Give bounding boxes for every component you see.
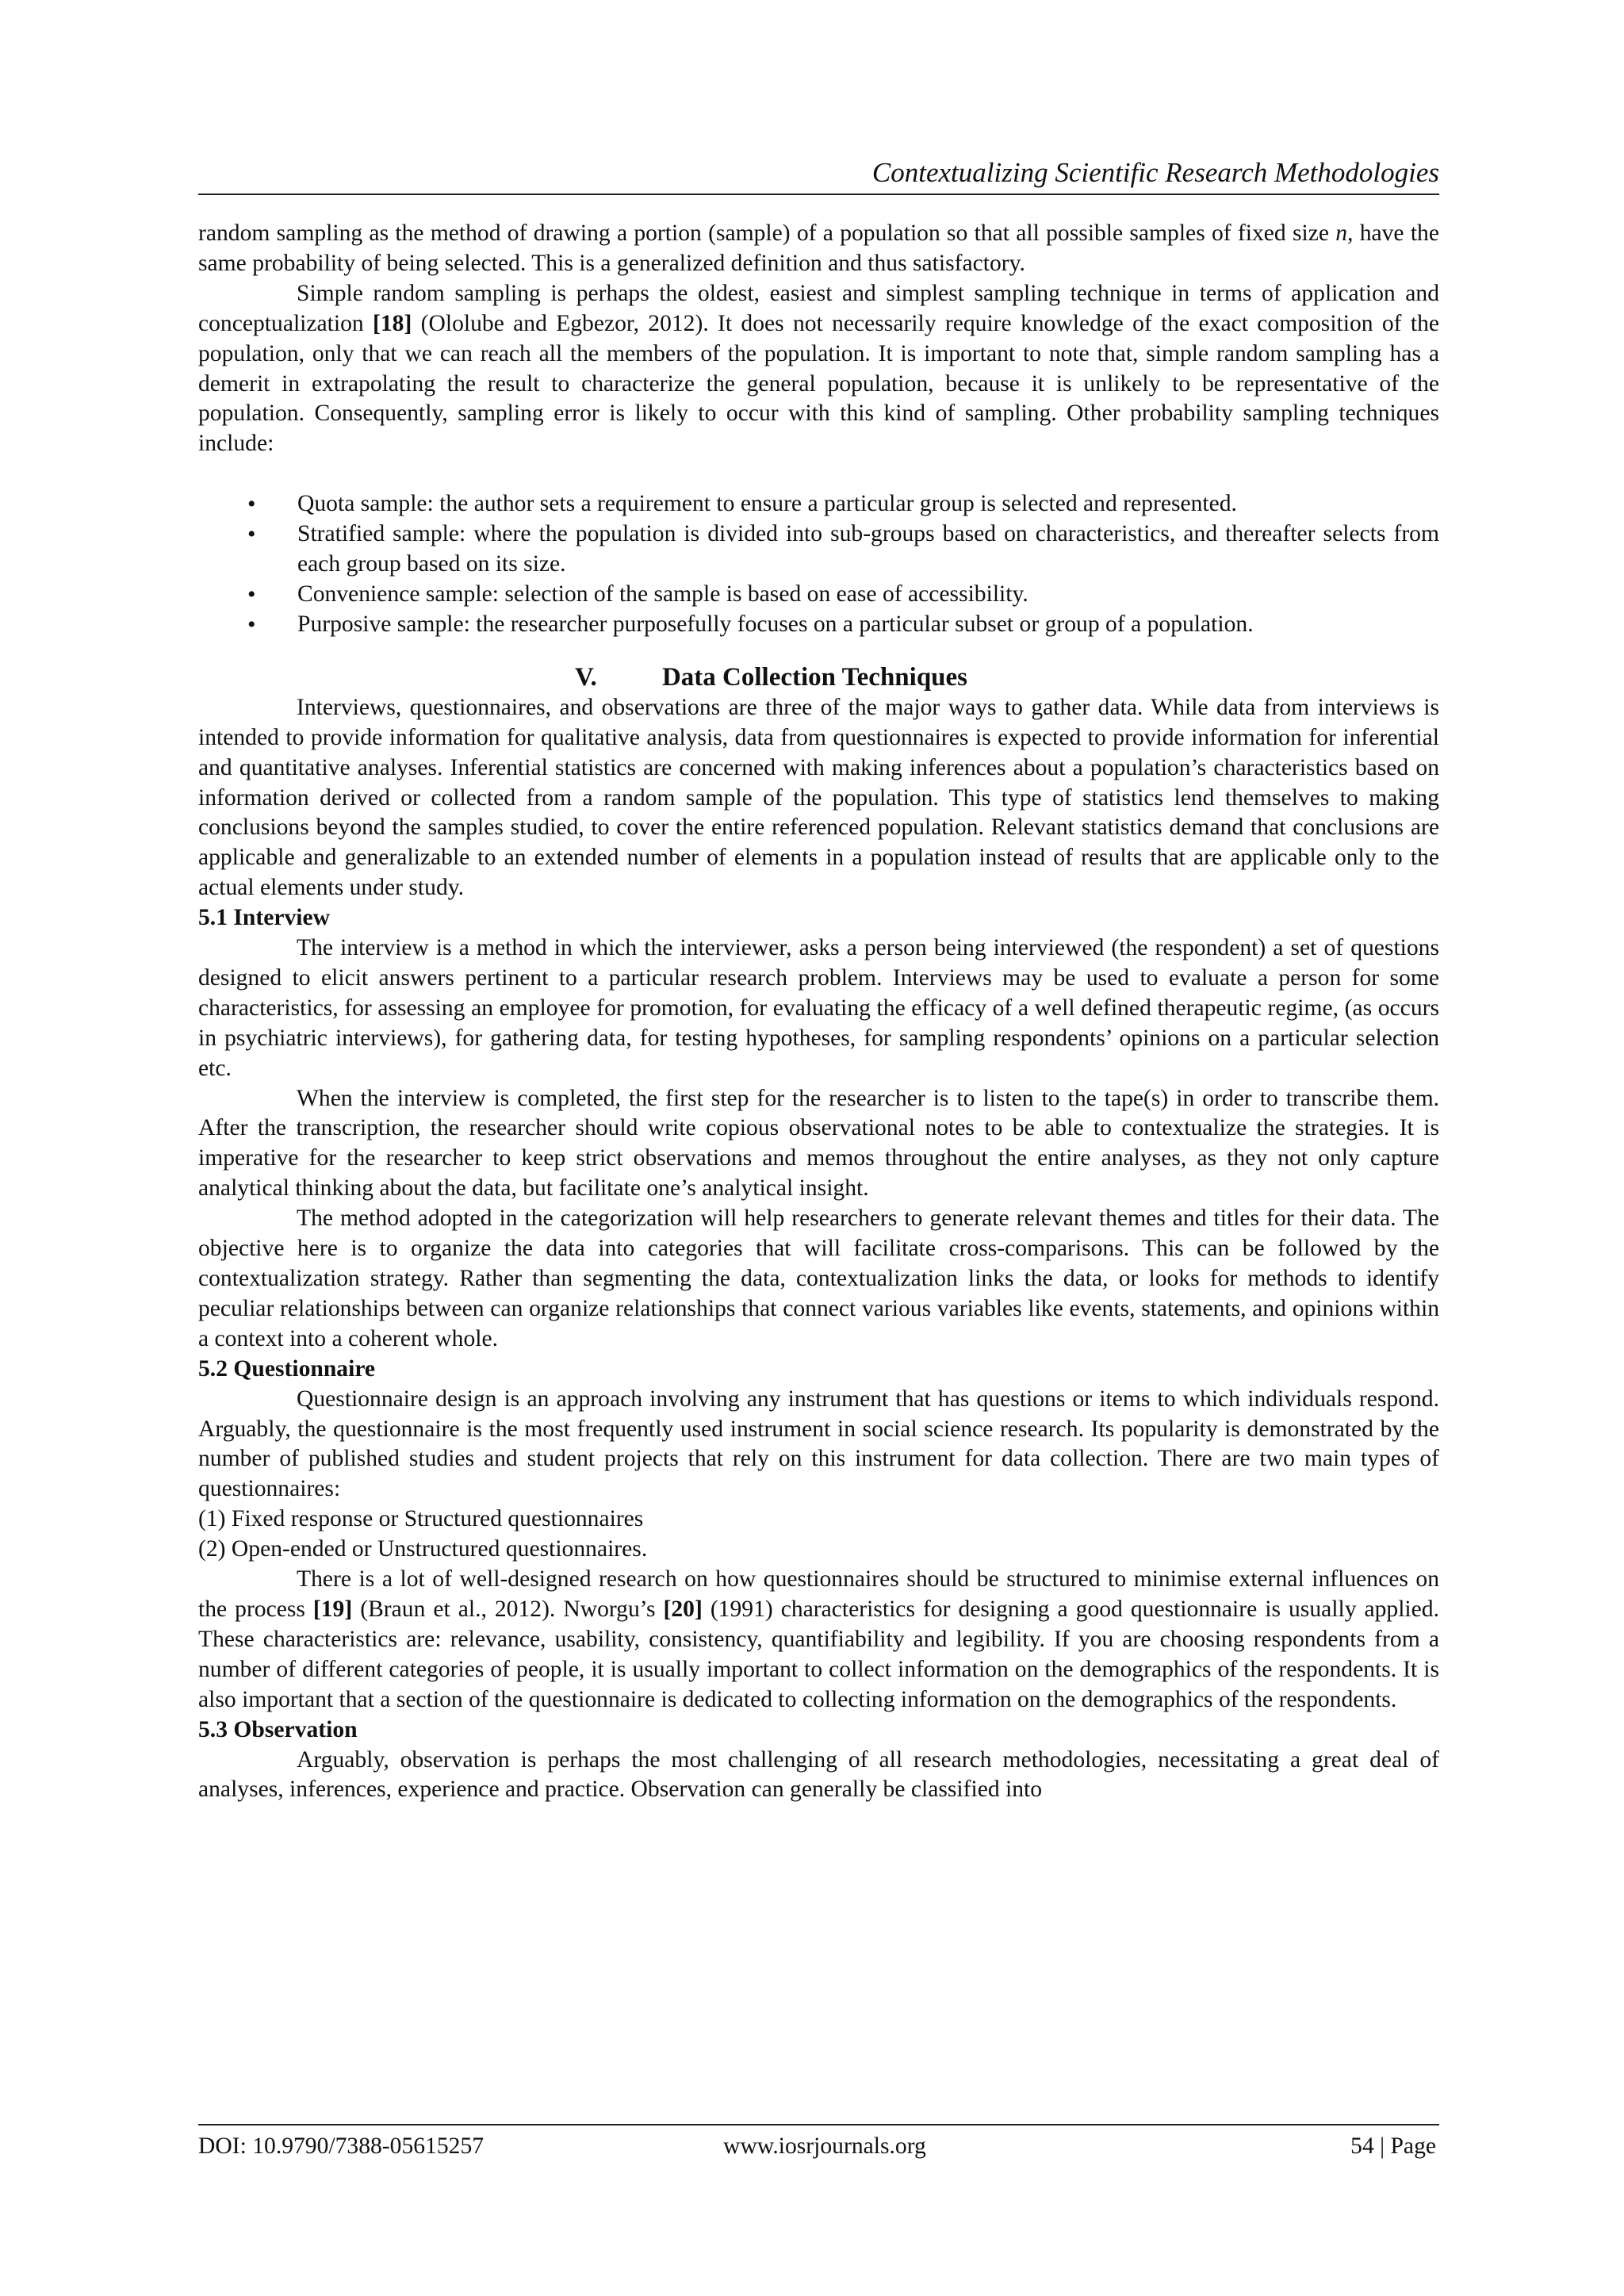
text: (1991) characteristics for designing a good questionnaire is usually applied. These characteristics are: relevance, usability, consistency, quantifiability and legibility. If you are choosing respondents from a number of different categories of people, it is usually important to collect information on the demographics of the respondents. It is also important that a section of the questionnaire is dedicated to collecting information on the demographics of the respondents. xyxy=(198,1596,1439,1712)
subheading-observation: 5.3 Observation xyxy=(198,1716,358,1742)
paragraph-4: The interview is a method in which the interviewer, asks a person being interviewed (the respondent) a set of questions designed to elicit answers pertinent to a particular research problem. Interviews may be used to evaluate a person for some characteristics, for assessing an employee for promotion, for evaluating the efficacy of a well defined therapeutic regime, (as occurs in psychiatric interviews), for gathering data, for testing hypotheses, for sampling respondents’ opinions on a particular selection etc. xyxy=(198,935,1439,1081)
reference: [20] xyxy=(663,1596,703,1622)
reference: [19] xyxy=(312,1596,353,1622)
text: There is a lot of well-designed research on how questionnaires should be structured to minimise external influences on the process xyxy=(198,1566,1439,1622)
section-heading xyxy=(198,661,1439,693)
list-item: • Convenience sample: selection of the sample is based on ease of accessibility. xyxy=(198,580,1439,610)
running-header-title: Contextualizing Scientific Research Methodologies xyxy=(871,157,1439,188)
paragraph-7: Questionnaire design is an approach involving any instrument that has questions or items to which individuals respond. Arguably, the questionnaire is the most frequently used instrument in social science research. Its popularity is demonstrated by the number of published studies and student projects that rely on this instrument for data collection. There are two main types of questionnaires: xyxy=(198,1386,1439,1502)
text: random sampling as the method of drawing a portion (sample) of a population so that all possible samples of fixed size xyxy=(198,220,1336,246)
section-number: V. xyxy=(574,662,597,692)
page-footer xyxy=(198,2124,1439,2167)
subheading-questionnaire: 5.2 Questionnaire xyxy=(198,1355,376,1382)
list-item: • Quota sample: the author sets a requirement to ensure a particular group is selected and represented. xyxy=(198,489,1439,519)
list-item: • Purposive sample: the researcher purposefully focuses on a particular subset or group of a population. xyxy=(198,610,1439,640)
subheading-interview: 5.1 Interview xyxy=(198,905,331,931)
paragraph-6: The method adopted in the categorization will help researchers to generate relevant themes and titles for their data. The objective here is to organize the data into categories that will facilitate cross-comparisons. This can be followed by the contextualization strategy. Rather than segmenting the data, contextualization links the data, or looks for methods to identify peculiar relationships between can organize relationships that connect various variables like events, statements, and opinions within a context into a coherent whole. xyxy=(198,1205,1439,1351)
paragraph-3: Interviews, questionnaires, and observations are three of the major ways to gather data. While data from interviews is intended to provide information for qualitative analysis, data from questionnaires is expected to provide information for inferential and quantitative analyses. Inferential statistics are concerned with making inferences about a population’s characteristics based on information derived or collected from a random sample of the population. This type of statistics lend themselves to making conclusions beyond the samples studied, to cover the entire referenced population. Relevant statistics demand that conclusions are applicable and generalizable to an extended number of elements in a population instead of results that are applicable only to the actual elements under study. xyxy=(198,694,1439,901)
text: (Ololube and Egbezor, 2012). It does not necessarily require knowledge of the exact composition of the population, only that we can reach all the members of the population. It is important to note that, simple random sampling has a demerit in extrapolating the result to characterize the general population, because it is unlikely to be representative of the population. Consequently, sampling error is likely to occur with this kind of sampling. Other probability sampling techniques include: xyxy=(198,310,1439,457)
page-body xyxy=(198,219,1439,1805)
paragraph-8 xyxy=(198,1565,1439,1715)
italic-text: n, xyxy=(1335,220,1354,246)
sampling-techniques-list xyxy=(198,489,1439,640)
paragraph-9: Arguably, observation is perhaps the most challenging of all research methodologies, necessitating a great deal of analyses, inferences, experience and practice. Observation can generally be classified into xyxy=(198,1746,1439,1803)
footer-url: www.iosrjournals.org xyxy=(723,2133,926,2159)
paragraph-1 xyxy=(198,219,1439,279)
reference: [18] xyxy=(373,310,412,336)
section-title: Data Collection Techniques xyxy=(661,662,968,692)
list-item: (2) Open-ended or Unstructured questionnaires. xyxy=(198,1536,648,1562)
text: have the same probability of being selected. This is a generalized definition and thus satisfactory. xyxy=(198,220,1439,276)
running-header xyxy=(198,152,1439,195)
footer-page-number: 54 | Page xyxy=(1350,2133,1436,2159)
footer-doi: DOI: 10.9790/7388-05615257 xyxy=(198,2133,485,2159)
text: (Braun et al., 2012). Nworgu’s xyxy=(352,1596,664,1622)
paragraph-2 xyxy=(198,279,1439,459)
paragraph-5: When the interview is completed, the first step for the researcher is to listen to the tape(s) in order to transcribe them. After the transcription, the researcher should write copious observational notes to be able to contextualize the strategies. It is imperative for the researcher to keep strict observations and memos throughout the entire analyses, as they not only capture analytical thinking about the data, but facilitate one’s analytical insight. xyxy=(198,1085,1439,1202)
text: Simple random sampling is perhaps the oldest, easiest and simplest sampling technique in terms of application and conceptualization xyxy=(198,280,1439,336)
list-item: (1) Fixed response or Structured questionnaires xyxy=(198,1506,644,1532)
list-item: • Stratified sample: where the population is divided into sub-groups based on characteristics, and thereafter selects from each group based on its size. xyxy=(198,519,1439,580)
